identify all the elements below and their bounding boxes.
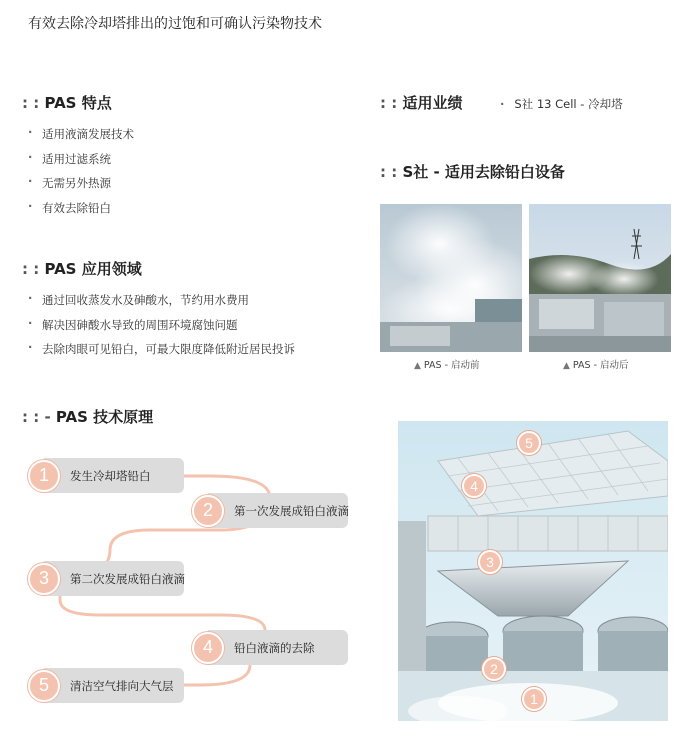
feature-item: · 有效去除铅白	[28, 200, 134, 225]
triangle-icon: ▲	[414, 361, 421, 371]
diagram-marker-5: 5	[517, 431, 541, 455]
caption-before-text: PAS - 启动前	[423, 360, 480, 371]
caption-before	[414, 357, 480, 371]
intro-text: 有效去除冷却塔排出的过饱和可确认污染物技术	[28, 16, 322, 32]
diagram-marker-2: 2	[482, 657, 506, 681]
step-number: 5	[28, 670, 60, 702]
step-label: 第二次发展成铅白液滴	[44, 561, 184, 596]
principle-heading-text: PAS 技术原理	[55, 408, 154, 426]
process-step-1	[28, 458, 184, 493]
pas-structure-diagram	[398, 421, 668, 721]
equipment-heading-text: S社 - 适用去除铅白设备	[402, 163, 565, 181]
records-heading-text: 适用业绩	[402, 94, 463, 112]
record-item-text: S社 13 Cell - 冷却塔	[514, 97, 623, 111]
principle-heading-prefix: : : -	[22, 408, 56, 426]
diagram-marker-3: 3	[478, 550, 502, 574]
features-heading-prefix: : :	[22, 94, 45, 112]
feature-item: · 适用过滤系统	[28, 151, 134, 176]
applications-list	[28, 292, 295, 366]
applications-heading-prefix: : :	[22, 260, 45, 278]
equipment-heading-prefix: : :	[380, 163, 403, 181]
features-list	[28, 126, 134, 224]
step-number: 2	[192, 495, 224, 527]
diagram-marker-4: 4	[462, 474, 486, 498]
triangle-icon: ▲	[563, 361, 570, 371]
record-item	[500, 96, 623, 112]
process-step-5	[28, 668, 184, 703]
step-number: 1	[28, 460, 60, 492]
feature-item: · 无需另外热源	[28, 175, 134, 200]
step-number: 4	[192, 632, 224, 664]
diagram-marker-1: 1	[522, 687, 546, 711]
photo-before-startup	[380, 204, 522, 352]
record-bullet: ·	[500, 97, 505, 111]
process-flow	[0, 440, 370, 710]
application-item: · 通过回收蒸发水及砷酸水，节约用水费用	[28, 292, 295, 317]
step-label: 发生冷却塔铅白	[44, 458, 184, 493]
equipment-heading	[380, 161, 565, 182]
feature-item: · 适用液滴发展技术	[28, 126, 134, 151]
process-step-3	[28, 561, 184, 596]
application-item: · 去除肉眼可见铅白，可最大限度降低附近居民投诉	[28, 341, 295, 366]
process-step-2	[192, 493, 348, 528]
records-heading-prefix: : :	[380, 94, 403, 112]
caption-after	[563, 357, 629, 371]
step-label: 铅白液滴的去除	[208, 630, 348, 665]
step-label: 第一次发展成铅白液滴	[208, 493, 348, 528]
step-label: 清洁空气排向大气层	[44, 668, 184, 703]
applications-heading-text: PAS 应用领域	[44, 260, 142, 278]
process-step-4	[192, 630, 348, 665]
caption-after-text: PAS - 启动后	[572, 360, 629, 371]
principle-heading	[22, 406, 153, 427]
features-heading-text: PAS 特点	[44, 94, 112, 112]
photo-after-startup	[529, 204, 671, 352]
application-item: · 解决因砷酸水导致的周围环境腐蚀问题	[28, 317, 295, 342]
records-heading	[380, 92, 462, 113]
applications-heading	[22, 258, 142, 279]
features-heading	[22, 92, 112, 113]
step-number: 3	[28, 563, 60, 595]
